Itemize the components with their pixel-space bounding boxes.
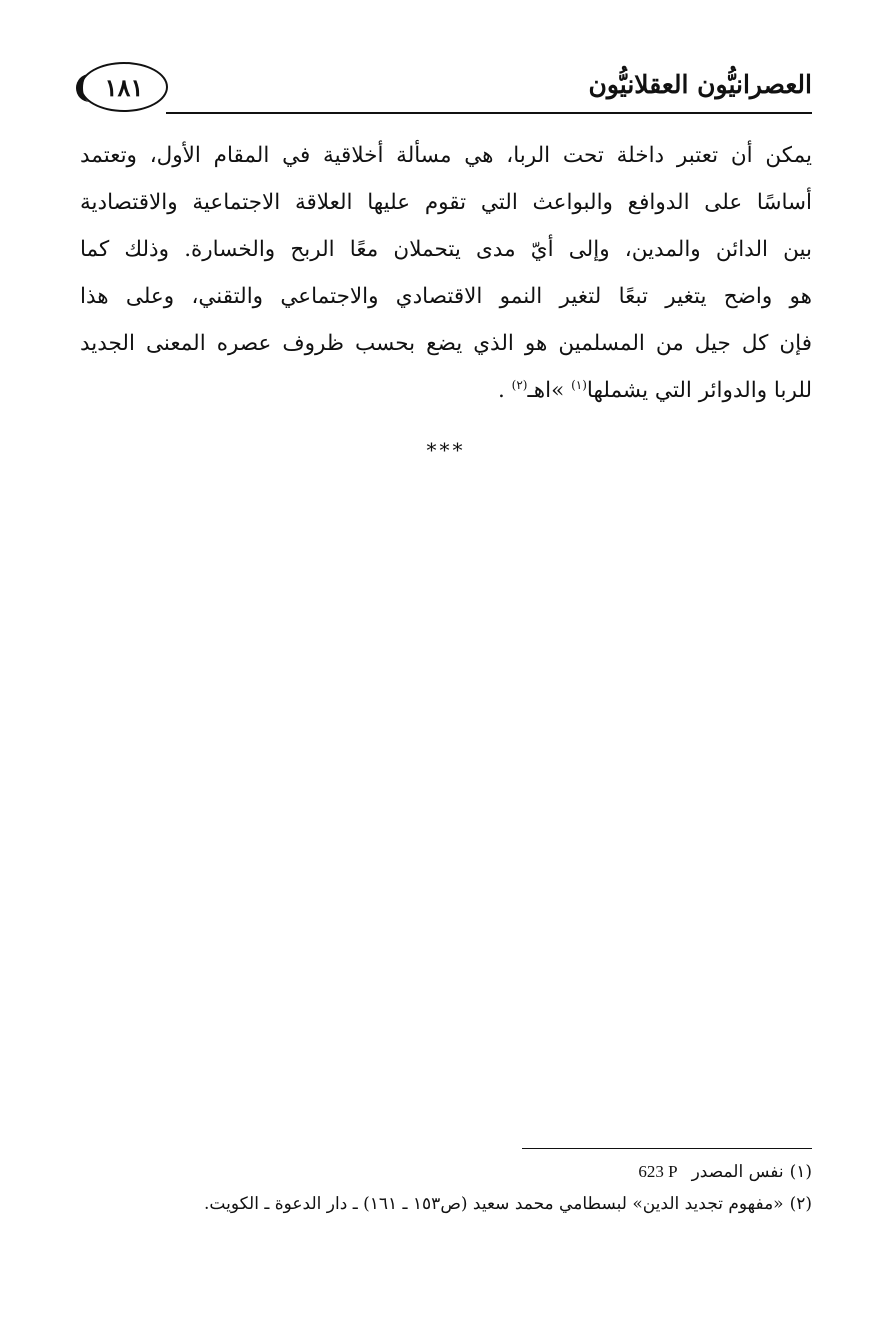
header-rule	[166, 112, 812, 114]
running-title: العصرانيُّون العقلانيُّون	[588, 70, 812, 99]
footnote-text: نفس المصدر	[691, 1162, 784, 1182]
footnote-number: (١)	[789, 1162, 812, 1182]
page-number-badge	[80, 62, 168, 112]
closing-quote: »اهـ	[527, 378, 572, 403]
last-line-end: .	[497, 378, 512, 403]
footnote-text: «مفهوم تجديد الدين» لبسطامي محمد سعيد (ص١٥٣ ـ ١٦١) ـ دار الدعوة ـ الكويت.	[204, 1194, 784, 1214]
footnote-page-ref: 623 P	[638, 1162, 678, 1181]
body-line: بين الدائن والمدين، وإلى أيّ مدى يتحملان معًا الربح والخسارة. وذلك كما	[80, 237, 812, 262]
page-number: ١٨١	[104, 73, 144, 102]
body-line: يمكن أن تعتبر داخلة تحت الربا، هي مسألة أخلاقية في المقام الأول، وتعتمد	[80, 143, 812, 168]
footnote-ref-2: (٢)	[511, 377, 528, 392]
section-separator: ***	[426, 438, 466, 462]
footnote-number: (٢)	[789, 1194, 812, 1214]
footnotes	[80, 1156, 812, 1220]
body-line: هو واضح يتغير تبعًا لتغير النمو الاقتصادي والاجتماعي والتقني، وعلى هذا	[80, 284, 812, 309]
last-line-text: للربا والدوائر التي يشملها	[586, 378, 812, 403]
footnote-ref-1: (١)	[571, 377, 587, 392]
footnote-rule	[522, 1148, 812, 1149]
footnote-2	[80, 1188, 812, 1220]
body-text	[80, 132, 812, 414]
body-line-last	[80, 367, 812, 414]
footnote-1	[80, 1156, 812, 1188]
body-line: أساسًا على الدوافع والبواعث التي تقوم عليها العلاقة الاجتماعية والاقتصادية	[80, 190, 812, 215]
body-line: فإن كل جيل من المسلمين هو الذي يضع بحسب ظروف عصره المعنى الجديد	[80, 331, 812, 356]
